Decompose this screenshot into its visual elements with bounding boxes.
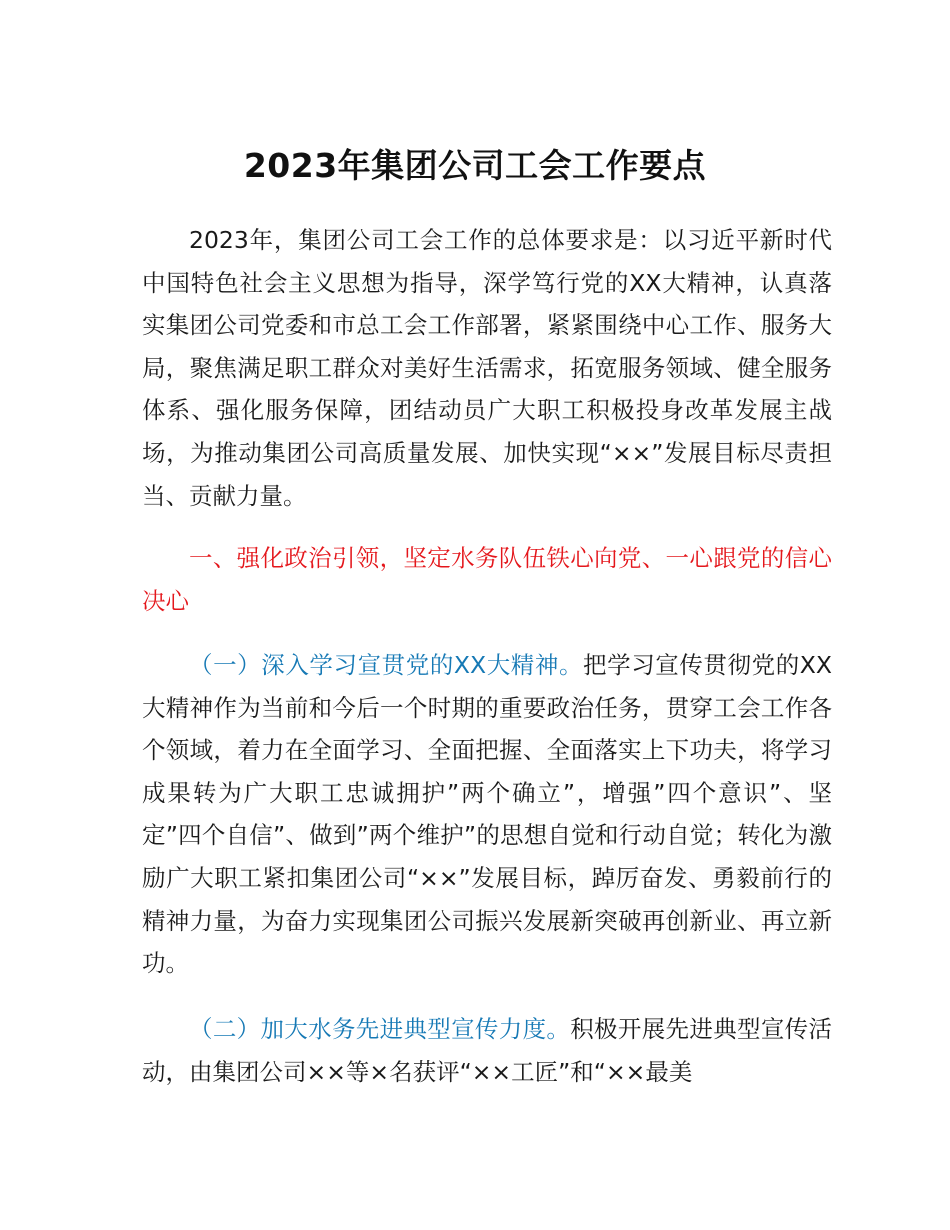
intro-paragraph: 2023年，集团公司工会工作的总体要求是：以习近平新时代中国特色社会主义思想为指导，深学笃行党的XX大精神，认真落实集团公司党委和市总工会工作部署，紧紧围绕中心工作、服务大局，聚焦满足职工群众对美好生活需求，拓宽服务领域、健全服务体系、强化服务保障，团结动员广大职工积极投身改革发展主战场，为推动集团公司高质量发展、加快实现“××”发展目标尽责担当、贡献力量。 <box>142 226 832 510</box>
item-heading-2: （二）加大水务先进典型宣传力度。 <box>189 1015 571 1043</box>
item-paragraph-1 <box>142 644 832 985</box>
item-heading-1: （一）深入学习宣贯党的XX大精神。 <box>189 651 584 679</box>
item-body-2: 积极开展先进典型宣传活动，由集团公司××等×名获评“××工匠”和“××最美 <box>142 1015 833 1086</box>
document-title: 2023年集团公司工会工作要点 <box>243 146 707 185</box>
item-body-1: 把学习宣传贯彻党的XX大精神作为当前和今后一个时期的重要政治任务，贯穿工会工作各个领域，着力在全面学习、全面把握、全面落实上下功夫，将学习成果转为广大职工忠诚拥护”两个确立”，增强”四个意识”、坚定”四个自信”、做到”两个维护”的思想自觉和行动自觉；转化为激励广大职工紧扣集团公司“××”发展目标，踔厉奋发、勇毅前行的精神力量，为奋力实现集团公司振兴发展新突破再创新业、再立新功。 <box>142 651 832 978</box>
section-heading-1: 一、强化政治引领，坚定水务队伍铁心向党、一心跟党的信心决心 <box>142 544 832 615</box>
item-paragraph-2 <box>142 1008 832 1093</box>
